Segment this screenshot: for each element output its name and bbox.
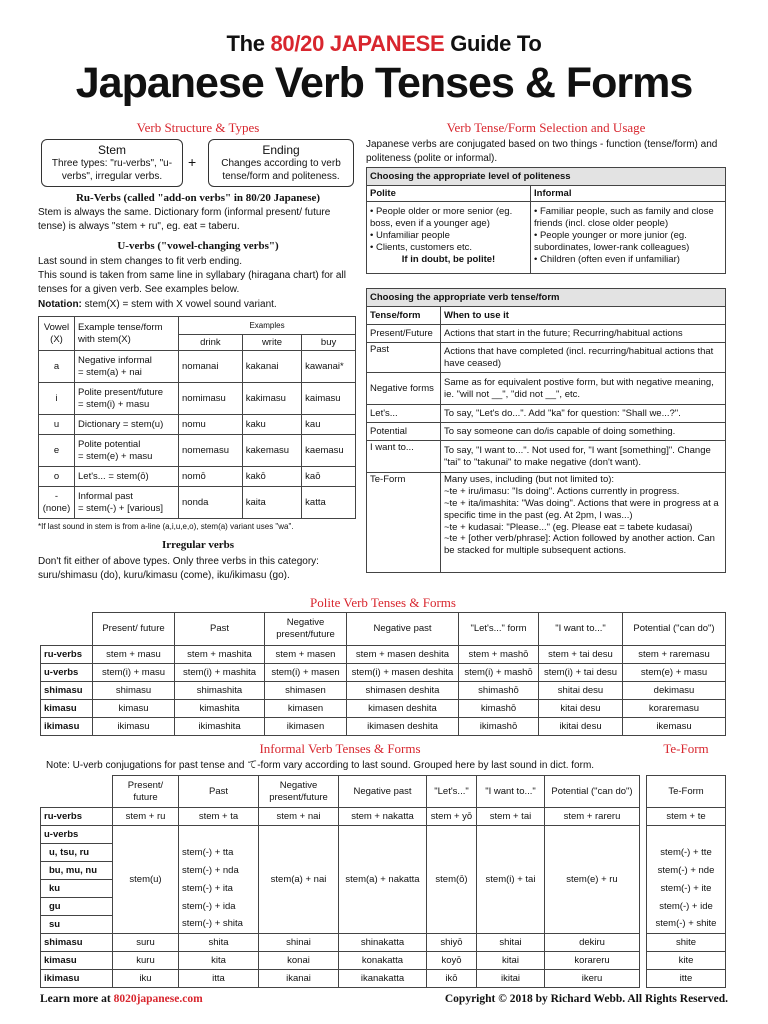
table-row: Let's... To say, "Let's do...". Add "ka" for question: "Shall we...?". — [367, 405, 726, 423]
table-row: stem(-) + ide — [647, 898, 726, 916]
table-row: u Dictionary = stem(u) nomu kaku kau — [39, 415, 356, 435]
examples-header: Examples — [179, 317, 356, 335]
u-verbs-heading: U-verbs ("vowel-changing verbs") — [117, 240, 279, 252]
table-row: u-verbs stem(i) + masu stem(i) + mashita stem(i) + masen stem(i) + masen deshita stem(i) + mashō stem(i) + tai desu stem(e) + masu — [41, 664, 726, 682]
tense-title: Choosing the appropriate verb tense/form — [367, 289, 726, 307]
ending-body: Changes according to verb tense/form and politeness. — [221, 158, 341, 182]
page-title: Japanese Verb Tenses & Forms — [75, 59, 693, 107]
table-row: stem + te — [647, 808, 726, 826]
table-row: o Let's... = stem(ō) nomō kakō kaō — [39, 467, 356, 487]
page-supertitle: The 80/20 JAPANESE Guide To — [226, 31, 542, 56]
table-row: itte — [647, 970, 726, 988]
site-link[interactable]: 8020japanese.com — [113, 993, 203, 1005]
stem-title: Stem — [97, 143, 126, 157]
table-row: e Polite potential = stem(e) + masu nomemasu kakemasu kaemasu — [39, 435, 356, 467]
stem-body: Three types: "ru-verbs", "u-verbs", irregular verbs. — [51, 158, 173, 182]
informal-list: • Familiar people, such as family and close friends (incl. close older people) • People younger or more junior (eg. subordinates, lower-rank colleagues) • Children (often even if unfamiliar) — [531, 202, 726, 274]
table-row: Past Actions that have completed (incl. recurring/habitual actions that have ceased) — [367, 343, 726, 373]
polite-list: • People older or more senior (eg. boss, even if a younger age) • Unfamiliar people • Clients, customers etc. If in doubt, be polite! — [367, 202, 531, 274]
table-row: ru-verbs stem + masu stem + mashita stem + masen stem + masen deshita stem + mashō stem + tai desu stem + raremasu — [41, 646, 726, 664]
ending-box — [208, 139, 354, 187]
informal-header: Informal — [531, 186, 726, 202]
table-row: gu stem(-) + ida — [41, 898, 640, 916]
u-verbs-text-1: Last sound in stem changes to fit verb ending. — [38, 256, 243, 267]
u-verbs-text-2: This sound is taken from same line in syllabary (hiragana chart) for all tenses for a given verb. See examples below. — [38, 270, 346, 295]
when-header: When to use it — [441, 307, 726, 325]
irregular-text: Don't fit either of above types. Only three verbs in this category: suru/shimasu (do), kuru/kimasu (come), iku/ikimasu (go). — [38, 556, 319, 581]
table-row: stem(-) + shite — [647, 916, 726, 934]
brand-name: 80/20 JAPANESE — [270, 31, 445, 56]
vowel-footnote: *If last sound in stem is from a-line (a,i,u,e,o), stem(a) variant uses "wa". — [38, 522, 294, 531]
table-row: shimasu suru shita shinai shinakatta shiyō shitai dekiru — [41, 934, 640, 952]
table-row — [647, 826, 726, 844]
u-verbs-notation: Notation: stem(X) = stem with X vowel sound variant. — [38, 299, 277, 310]
table-row: kite — [647, 952, 726, 970]
table-row: kimasu kimasu kimashita kimasen kimasen deshita kimashō kitai desu koraremasu — [41, 700, 726, 718]
copyright: Copyright © 2018 by Richard Webb. All Rights Reserved. — [444, 993, 728, 1005]
table-row: Present/Future Actions that start in the future; Recurring/habitual actions — [367, 325, 726, 343]
table-row: I want to... To say, "I want to...". Not used for, "I want [something]". Change "tai" to "takunai" to make negative (don't want). — [367, 441, 726, 473]
table-row: ikimasu iku itta ikanai ikanakatta ikō ikitai ikeru — [41, 970, 640, 988]
informal-forms-table: Present/ future Past Negative present/future Negative past "Let's..." "I want to..." Potential ("can do") ru-verbs stem + ru stem + ta stem + nai stem + nakatta stem + yō stem + tai stem + rareru u-verbs stem(u) stem(a) + nai stem(a) + nakatta stem(ō) stem(i) + tai stem(e) + ru u, tsu, ru stem(-) + tta bu, mu, nu stem(-) + nda ku stem(-) + ita gu stem(-) + ida su stem(-) + shita shimasu suru shita shinai shinakatta shiyō shitai dekiru kimasu kuru kita konai konakatta koyō kitai korareru ikimasu iku itta ikanai ikanakatta ikō ikitai ikeru — [40, 775, 640, 988]
tense-form-header: Tense/form — [367, 307, 441, 325]
plus-sign: + — [188, 154, 197, 170]
table-row: ku stem(-) + ita — [41, 880, 640, 898]
informal-table-heading: Informal Verb Tenses & Forms — [259, 741, 421, 756]
ru-verbs-heading: Ru-Verbs (called "add-on verbs" in 80/20 Japanese) — [75, 192, 321, 204]
buy-header: buy — [302, 335, 356, 351]
structure-heading: Verb Structure & Types — [136, 120, 260, 135]
stem-box — [41, 139, 183, 187]
example-header: Example tense/form with stem(X) — [75, 317, 179, 351]
drink-header: drink — [179, 335, 243, 351]
polite-header: Polite — [367, 186, 531, 202]
teform-uses: Many uses, including (but not limited to): ~te + iru/imasu: "Is doing". Actions currently in progress. ~te + ita/imashita: "Was doing". Actions that were in progress at a specific time in the past (eg. At 2pm, I was...) ~te + kudasai: "Please..." (eg. Please eat = tabete kudasai) ~te + [other verb/phrase]: Action followed by another action. Can be stacked for multiple subsequent actions. — [441, 473, 726, 573]
learn-more: Learn more at 8020japanese.com — [40, 993, 203, 1005]
table-row: u, tsu, ru stem(-) + tta — [41, 844, 640, 862]
tense-usage-table — [366, 288, 726, 573]
table-row: ru-verbs stem + ru stem + ta stem + nai stem + nakatta stem + yō stem + tai stem + rareru — [41, 808, 640, 826]
table-row: kimasu kuru kita konai konakatta koyō kitai korareru — [41, 952, 640, 970]
vowel-header: Vowel (X) — [39, 317, 75, 351]
table-row: - (none) Informal past = stem(-) + [various] nonda kaita katta — [39, 487, 356, 519]
table-row: stem(-) + nde — [647, 862, 726, 880]
table-row: ikimasu ikimasu ikimashita ikimasen ikimasen deshita ikimashō ikitai desu ikemasu — [41, 718, 726, 736]
table-row: i Polite present/future = stem(i) + masu nomimasu kakimasu kaimasu — [39, 383, 356, 415]
table-row: bu, mu, nu stem(-) + nda — [41, 862, 640, 880]
polite-table-heading: Polite Verb Tenses & Forms — [310, 595, 456, 610]
selection-intro: Japanese verbs are conjugated based on two things - function (tense/form) and politeness (polite or informal). — [366, 139, 718, 164]
write-header: write — [242, 335, 301, 351]
table-row: u-verbs stem(u) stem(a) + nai stem(a) + nakatta stem(ō) stem(i) + tai stem(e) + ru — [41, 826, 640, 844]
table-row: Potential To say someone can do/is capable of doing something. — [367, 423, 726, 441]
vowel-table — [38, 316, 356, 519]
table-row: a Negative informal = stem(a) + nai nomanai kakanai kawanai* — [39, 351, 356, 383]
table-row: stem(-) + ite — [647, 880, 726, 898]
selection-heading: Verb Tense/Form Selection and Usage — [446, 120, 646, 135]
irregular-heading: Irregular verbs — [162, 539, 234, 551]
table-row: su stem(-) + shita — [41, 916, 640, 934]
table-row: shite — [647, 934, 726, 952]
ru-verbs-text: Stem is always the same. Dictionary form (informal present/ future tense) is always "stem + ru", eg. eat = taberu. — [38, 207, 331, 232]
teform-heading: Te-Form — [663, 741, 709, 756]
table-row: Te-Form Many uses, including (but not limited to): ~te + iru/imasu: "Is doing". Actions currently in progress. ~te + ita/imashita: "Was doing". Actions that were in progress at a specific time in the past (eg. At 2pm, I was...) ~te + kudasai: "Please..." (eg. Please eat = tabete kudasai) ~te + [other verb/phrase]: Action followed by another action. Can be stacked for multiple subsequent actions. — [367, 473, 726, 573]
table-row: stem(-) + tte — [647, 844, 726, 862]
table-row: Negative forms Same as for equivalent postive form, but with negative meaning, ie. "will not __", "did not __", etc. — [367, 373, 726, 405]
politeness-title: Choosing the appropriate level of politeness — [367, 168, 726, 186]
table-row: shimasu shimasu shimashita shimasen shimasen deshita shimashō shitai desu dekimasu — [41, 682, 726, 700]
polite-forms-table: Present/ future Past Negative present/future Negative past "Let's..." form "I want to..." Potential ("can do") ru-verbs stem + masu stem + mashita stem + masen stem + masen deshita stem + mashō stem + tai desu stem + raremasu u-verbs stem(i) + masu stem(i) + mashita stem(i) + masen stem(i) + masen deshita stem(i) + mashō stem(i) + tai desu stem(e) + masu shimasu shimasu shimashita shimasen shimasen deshita shimashō shitai desu dekimasu kimasu kimasu kimashita kimasen kimasen deshita kimashō kitai desu koraremasu ikimasu ikimasu ikimashita ikimasen ikimasen deshita ikimashō ikitai desu ikemasu — [40, 612, 726, 736]
teform-table: Te-Form stem + te stem(-) + tte stem(-) + nde stem(-) + ite stem(-) + ide stem(-) + shite shite kite itte — [646, 775, 726, 988]
politeness-table — [366, 167, 726, 274]
ending-title: Ending — [262, 143, 300, 157]
informal-note: Note: U-verb conjugations for past tense and て-form vary according to last sound. Grouped here by last sound in dict. form. — [46, 760, 595, 771]
